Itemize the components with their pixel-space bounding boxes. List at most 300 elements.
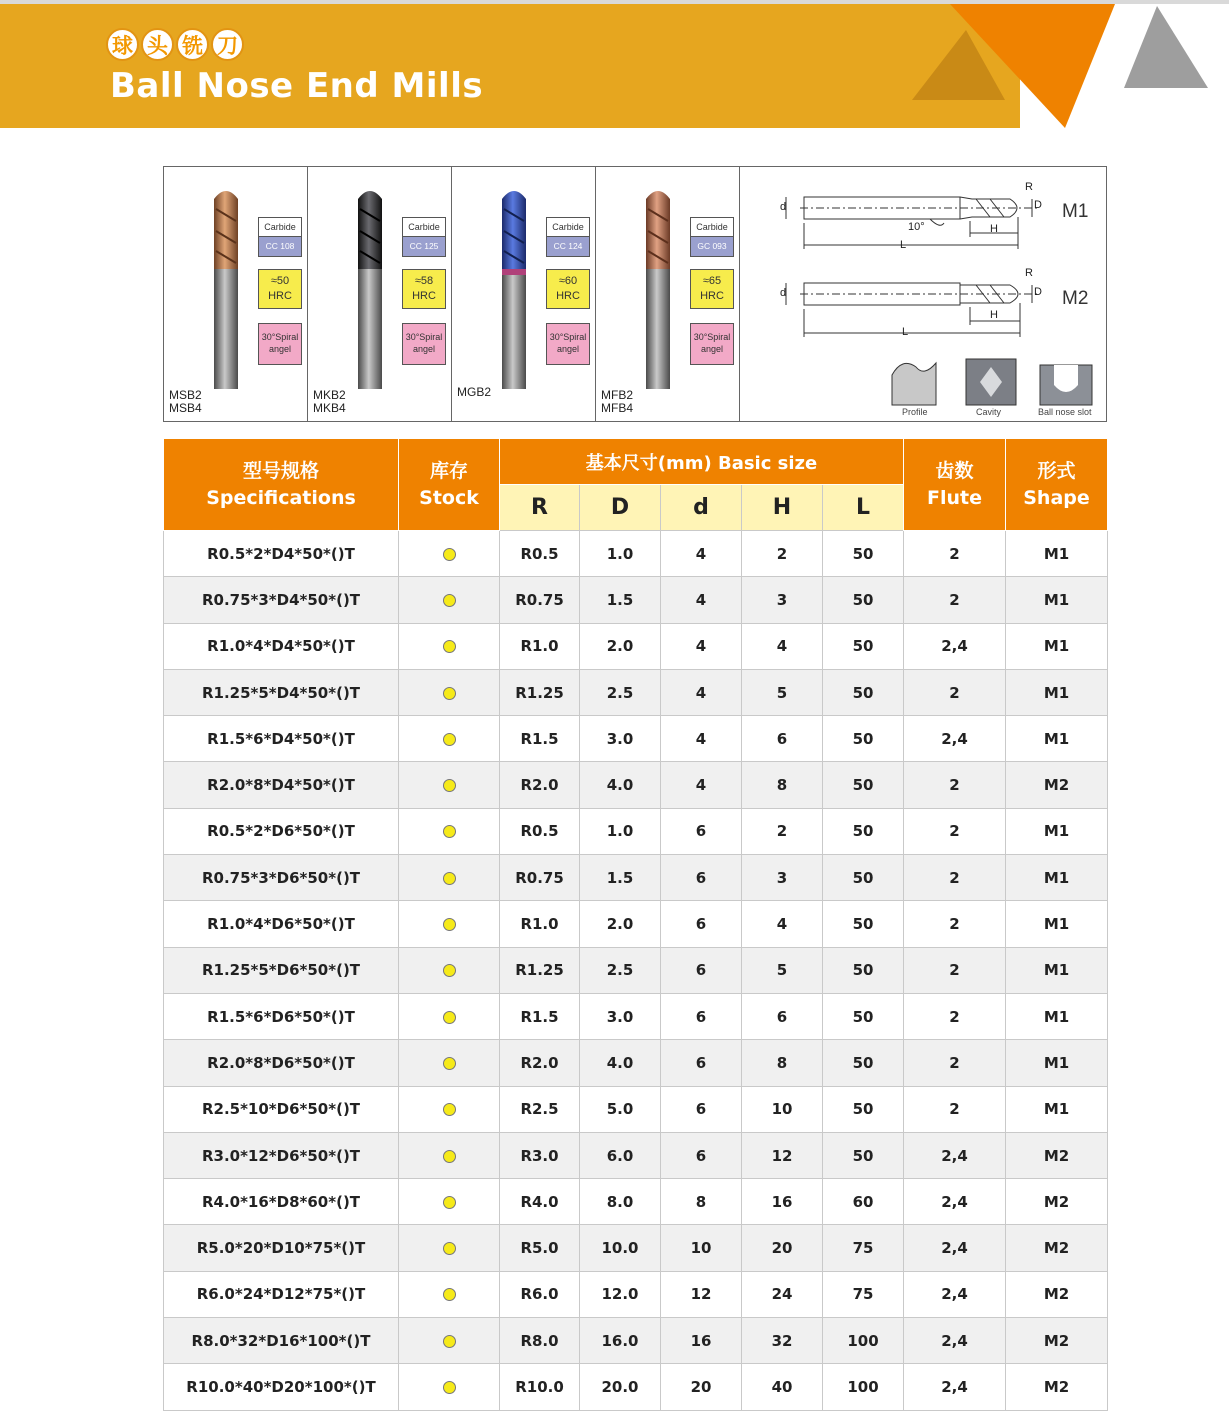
cell-d: 6 <box>661 1132 742 1178</box>
stock-cell <box>399 577 500 623</box>
col-header-r: R <box>500 485 580 531</box>
table-row <box>164 623 1108 669</box>
cell-d: 12 <box>661 1271 742 1317</box>
cell-shape: M2 <box>1006 762 1108 808</box>
cell-l: 50 <box>823 947 904 993</box>
cell-flute: 2 <box>904 762 1006 808</box>
spiral-tag <box>402 323 446 365</box>
stock-cell <box>399 1040 500 1086</box>
hardness-value: ≈58 <box>414 275 434 287</box>
stock-cell <box>399 716 500 762</box>
material-tag <box>258 217 302 257</box>
profile-caption: Profile <box>902 407 928 417</box>
spiral-word: angel <box>700 344 724 354</box>
end-mill-image <box>496 187 532 391</box>
diameter-dim: D <box>1034 286 1042 298</box>
model-code: MGB2 <box>457 385 492 399</box>
cell-d: 2.5 <box>580 947 661 993</box>
cell-flute: 2 <box>904 1086 1006 1132</box>
cell-spec: R6.0*24*D12*75*()T <box>164 1271 399 1317</box>
shank-dim: d <box>780 201 787 213</box>
shank-dim: d <box>780 287 787 299</box>
cell-l: 50 <box>823 623 904 669</box>
cell-shape: M2 <box>1006 1271 1108 1317</box>
product-card-mkb <box>308 167 452 421</box>
cell-l: 50 <box>823 1086 904 1132</box>
cell-l: 50 <box>823 531 904 577</box>
shape-header <box>1006 439 1108 531</box>
table-row <box>164 993 1108 1039</box>
cell-d: 4 <box>661 577 742 623</box>
cell-spec: R0.75*3*D6*50*()T <box>164 855 399 901</box>
cell-r: R2.5 <box>500 1086 580 1132</box>
product-card-mfb <box>596 167 740 421</box>
col-header-D: D <box>580 485 661 531</box>
length-dim: L <box>902 326 909 338</box>
cell-d: 10 <box>661 1225 742 1271</box>
spec-header-cn: 型号规格 <box>242 459 319 482</box>
model-code: MSB4 <box>169 401 202 415</box>
cell-d: 8.0 <box>580 1179 661 1225</box>
title-char: 头 <box>141 28 174 61</box>
cell-spec: R0.5*2*D4*50*()T <box>164 531 399 577</box>
table-row <box>164 947 1108 993</box>
flute-header-cn: 齿数 <box>935 459 974 482</box>
cell-flute: 2 <box>904 808 1006 854</box>
dimension-diagram <box>740 167 1108 421</box>
cell-flute: 2 <box>904 531 1006 577</box>
stock-cell <box>399 1086 500 1132</box>
cell-h: 4 <box>742 623 823 669</box>
stock-cell <box>399 855 500 901</box>
cell-d: 6 <box>661 1086 742 1132</box>
cell-h: 3 <box>742 855 823 901</box>
cell-d: 2.0 <box>580 901 661 947</box>
cell-flute: 2,4 <box>904 1132 1006 1178</box>
cell-h: 24 <box>742 1271 823 1317</box>
table-row <box>164 716 1108 762</box>
table-row <box>164 1318 1108 1364</box>
product-card-mgb <box>452 167 596 421</box>
table-row <box>164 1132 1108 1178</box>
col-header-l: L <box>823 485 904 531</box>
cell-shape: M2 <box>1006 1225 1108 1271</box>
cell-h: 5 <box>742 669 823 715</box>
cell-r: R5.0 <box>500 1225 580 1271</box>
cavity-caption: Cavity <box>976 407 1002 417</box>
end-mill-image <box>208 187 244 391</box>
spec-header <box>164 439 399 531</box>
cell-d: 2.5 <box>580 669 661 715</box>
col-header-d: d <box>661 485 742 531</box>
stock-cell <box>399 901 500 947</box>
cell-h: 20 <box>742 1225 823 1271</box>
cell-l: 50 <box>823 762 904 808</box>
cell-flute: 2 <box>904 993 1006 1039</box>
title-char: 球 <box>106 28 139 61</box>
stock-cell <box>399 1364 500 1410</box>
table-row <box>164 855 1108 901</box>
model-code: MSB2 <box>169 388 202 402</box>
spec-header-en: Specifications <box>206 486 356 509</box>
table-row <box>164 669 1108 715</box>
cell-d: 1.5 <box>580 855 661 901</box>
cell-l: 50 <box>823 577 904 623</box>
cell-spec: R1.0*4*D6*50*()T <box>164 901 399 947</box>
grade-label: CC 125 <box>403 237 445 256</box>
cell-spec: R2.5*10*D6*50*()T <box>164 1086 399 1132</box>
in-stock-indicator <box>443 918 456 931</box>
cell-d: 3.0 <box>580 993 661 1039</box>
cell-d: 4 <box>661 623 742 669</box>
in-stock-indicator <box>443 779 456 792</box>
cell-d: 4.0 <box>580 762 661 808</box>
cell-l: 100 <box>823 1364 904 1410</box>
stock-cell <box>399 1318 500 1364</box>
cell-h: 10 <box>742 1086 823 1132</box>
cell-h: 8 <box>742 1040 823 1086</box>
cell-shape: M1 <box>1006 947 1108 993</box>
cell-spec: R5.0*20*D10*75*()T <box>164 1225 399 1271</box>
cell-l: 75 <box>823 1271 904 1317</box>
material-label: Carbide <box>259 218 301 237</box>
stock-cell <box>399 993 500 1039</box>
in-stock-indicator <box>443 1150 456 1163</box>
chinese-title <box>106 28 244 61</box>
radius-dim: R <box>1025 181 1033 193</box>
cell-d: 4 <box>661 716 742 762</box>
hardness-value: ≈60 <box>558 275 578 287</box>
in-stock-indicator <box>443 1335 456 1348</box>
cell-spec: R0.5*2*D6*50*()T <box>164 808 399 854</box>
cell-d: 6 <box>661 947 742 993</box>
spiral-word: angel <box>412 344 436 354</box>
cell-d: 3.0 <box>580 716 661 762</box>
cell-r: R0.5 <box>500 808 580 854</box>
cell-shape: M1 <box>1006 993 1108 1039</box>
cell-d: 10.0 <box>580 1225 661 1271</box>
cell-d: 2.0 <box>580 623 661 669</box>
cell-r: R1.25 <box>500 669 580 715</box>
cell-flute: 2,4 <box>904 1364 1006 1410</box>
model-label <box>313 389 346 415</box>
model-label <box>601 389 633 415</box>
cell-shape: M2 <box>1006 1318 1108 1364</box>
cell-shape: M1 <box>1006 669 1108 715</box>
in-stock-indicator <box>443 594 456 607</box>
cell-spec: R10.0*40*D20*100*()T <box>164 1364 399 1410</box>
spiral-word: angel <box>556 344 580 354</box>
spiral-word: angel <box>268 344 292 354</box>
cell-flute: 2,4 <box>904 1271 1006 1317</box>
cell-shape: M1 <box>1006 855 1108 901</box>
grade-label: CC 108 <box>259 237 301 256</box>
cell-l: 50 <box>823 901 904 947</box>
cell-spec: R1.25*5*D6*50*()T <box>164 947 399 993</box>
cell-flute: 2,4 <box>904 716 1006 762</box>
basic-size-header: 基本尺寸(mm) Basic size <box>500 439 904 485</box>
stock-cell <box>399 762 500 808</box>
cell-flute: 2,4 <box>904 1179 1006 1225</box>
angle-dim: 10° <box>908 221 925 233</box>
cell-h: 4 <box>742 901 823 947</box>
cell-shape: M2 <box>1006 1179 1108 1225</box>
shape-m2-label: M2 <box>1062 288 1089 309</box>
cell-h: 16 <box>742 1179 823 1225</box>
technical-drawing <box>740 167 1106 421</box>
spiral-angle: 30°Spiral <box>405 332 443 342</box>
material-tag <box>546 217 590 257</box>
cell-spec: R1.25*5*D4*50*()T <box>164 669 399 715</box>
cell-flute: 2 <box>904 947 1006 993</box>
hardness-unit: HRC <box>700 290 724 302</box>
stock-cell <box>399 1271 500 1317</box>
cell-h: 6 <box>742 716 823 762</box>
cell-d: 6 <box>661 993 742 1039</box>
cell-spec: R0.75*3*D4*50*()T <box>164 577 399 623</box>
diameter-dim: D <box>1034 199 1042 211</box>
cell-l: 75 <box>823 1225 904 1271</box>
cell-shape: M1 <box>1006 1040 1108 1086</box>
cell-d: 6 <box>661 1040 742 1086</box>
grade-label: GC 093 <box>691 237 733 256</box>
cell-r: R1.25 <box>500 947 580 993</box>
cell-shape: M1 <box>1006 531 1108 577</box>
cell-flute: 2 <box>904 669 1006 715</box>
table-row <box>164 808 1108 854</box>
cell-spec: R1.5*6*D4*50*()T <box>164 716 399 762</box>
spiral-angle: 30°Spiral <box>693 332 731 342</box>
material-tag <box>690 217 734 257</box>
table-row <box>164 1364 1108 1410</box>
spec-table-body <box>164 531 1108 1411</box>
height-dim: H <box>990 223 998 235</box>
in-stock-indicator <box>443 1011 456 1024</box>
cell-r: R2.0 <box>500 762 580 808</box>
cell-d: 20.0 <box>580 1364 661 1410</box>
spiral-angle: 30°Spiral <box>549 332 587 342</box>
model-code: MFB4 <box>601 401 634 415</box>
table-row <box>164 531 1108 577</box>
flute-header-en: Flute <box>927 486 982 509</box>
spiral-tag <box>258 323 302 365</box>
length-dim: L <box>900 239 907 251</box>
model-label <box>457 386 491 399</box>
table-row <box>164 1040 1108 1086</box>
cell-d: 5.0 <box>580 1086 661 1132</box>
cell-r: R0.5 <box>500 531 580 577</box>
cell-r: R0.75 <box>500 855 580 901</box>
cell-shape: M1 <box>1006 577 1108 623</box>
model-code: MKB4 <box>313 401 346 415</box>
stock-cell <box>399 669 500 715</box>
title-char: 铣 <box>176 28 209 61</box>
cell-l: 50 <box>823 1040 904 1086</box>
cell-h: 8 <box>742 762 823 808</box>
cell-spec: R2.0*8*D4*50*()T <box>164 762 399 808</box>
cell-flute: 2 <box>904 1040 1006 1086</box>
cell-d: 1.0 <box>580 808 661 854</box>
cell-r: R1.5 <box>500 716 580 762</box>
cell-l: 60 <box>823 1179 904 1225</box>
cell-shape: M2 <box>1006 1364 1108 1410</box>
cell-h: 6 <box>742 993 823 1039</box>
stock-header-cn: 库存 <box>429 459 468 482</box>
cell-d: 4.0 <box>580 1040 661 1086</box>
cell-flute: 2 <box>904 577 1006 623</box>
model-code: MKB2 <box>313 388 346 402</box>
cell-r: R6.0 <box>500 1271 580 1317</box>
cell-l: 50 <box>823 993 904 1039</box>
cell-r: R1.0 <box>500 623 580 669</box>
cell-r: R1.5 <box>500 993 580 1039</box>
in-stock-indicator <box>443 640 456 653</box>
in-stock-indicator <box>443 548 456 561</box>
grade-label: CC 124 <box>547 237 589 256</box>
cell-d: 4 <box>661 531 742 577</box>
material-label: Carbide <box>547 218 589 237</box>
hardness-tag <box>690 269 734 309</box>
stock-header-en: Stock <box>419 486 479 509</box>
title-char: 刀 <box>211 28 244 61</box>
in-stock-indicator <box>443 1288 456 1301</box>
cell-shape: M2 <box>1006 1132 1108 1178</box>
in-stock-indicator <box>443 825 456 838</box>
cell-l: 50 <box>823 716 904 762</box>
in-stock-indicator <box>443 733 456 746</box>
table-row <box>164 762 1108 808</box>
material-label: Carbide <box>691 218 733 237</box>
cell-h: 5 <box>742 947 823 993</box>
cell-r: R10.0 <box>500 1364 580 1410</box>
material-tag <box>402 217 446 257</box>
cell-l: 50 <box>823 855 904 901</box>
cell-flute: 2 <box>904 901 1006 947</box>
cell-d: 6 <box>661 901 742 947</box>
cell-h: 3 <box>742 577 823 623</box>
cell-d: 6.0 <box>580 1132 661 1178</box>
cell-d: 4 <box>661 762 742 808</box>
cell-h: 12 <box>742 1132 823 1178</box>
cell-d: 1.0 <box>580 531 661 577</box>
page-title: Ball Nose End Mills <box>110 66 484 106</box>
in-stock-indicator <box>443 1196 456 1209</box>
material-label: Carbide <box>403 218 445 237</box>
height-dim: H <box>990 309 998 321</box>
cell-spec: R1.5*6*D6*50*()T <box>164 993 399 1039</box>
cell-spec: R4.0*16*D8*60*()T <box>164 1179 399 1225</box>
flute-header <box>904 439 1006 531</box>
stock-cell <box>399 1179 500 1225</box>
in-stock-indicator <box>443 1242 456 1255</box>
cell-flute: 2,4 <box>904 623 1006 669</box>
cell-d: 12.0 <box>580 1271 661 1317</box>
hardness-tag <box>546 269 590 309</box>
table-row <box>164 1086 1108 1132</box>
table-row <box>164 901 1108 947</box>
end-mill-image <box>640 187 676 391</box>
gray-triangle <box>1124 6 1208 88</box>
cell-r: R1.0 <box>500 901 580 947</box>
cell-flute: 2 <box>904 855 1006 901</box>
hardness-value: ≈50 <box>270 275 290 287</box>
product-panel <box>163 166 1107 422</box>
title-banner <box>0 4 1229 130</box>
cell-spec: R8.0*32*D16*100*()T <box>164 1318 399 1364</box>
stock-cell <box>399 623 500 669</box>
cell-d: 6 <box>661 855 742 901</box>
in-stock-indicator <box>443 964 456 977</box>
table-row <box>164 1225 1108 1271</box>
in-stock-indicator <box>443 872 456 885</box>
cell-r: R4.0 <box>500 1179 580 1225</box>
end-mill-image <box>352 187 388 391</box>
cell-d: 4 <box>661 669 742 715</box>
cell-d: 16 <box>661 1318 742 1364</box>
model-code: MFB2 <box>601 388 634 402</box>
cell-l: 50 <box>823 808 904 854</box>
slot-caption: Ball nose slot <box>1038 407 1092 417</box>
in-stock-indicator <box>443 1057 456 1070</box>
cell-flute: 2,4 <box>904 1318 1006 1364</box>
cell-spec: R3.0*12*D6*50*()T <box>164 1132 399 1178</box>
cell-r: R3.0 <box>500 1132 580 1178</box>
cell-shape: M1 <box>1006 1086 1108 1132</box>
spec-table <box>163 438 1108 1411</box>
cell-spec: R2.0*8*D6*50*()T <box>164 1040 399 1086</box>
cell-r: R8.0 <box>500 1318 580 1364</box>
in-stock-indicator <box>443 1381 456 1394</box>
product-card-msb <box>164 167 308 421</box>
hardness-tag <box>402 269 446 309</box>
hardness-value: ≈65 <box>702 275 722 287</box>
cell-h: 2 <box>742 531 823 577</box>
radius-dim: R <box>1025 267 1033 279</box>
stock-cell <box>399 1225 500 1271</box>
cell-d: 20 <box>661 1364 742 1410</box>
cell-d: 16.0 <box>580 1318 661 1364</box>
table-row <box>164 1179 1108 1225</box>
cell-l: 50 <box>823 1132 904 1178</box>
cell-h: 2 <box>742 808 823 854</box>
cell-l: 100 <box>823 1318 904 1364</box>
cell-r: R2.0 <box>500 1040 580 1086</box>
cell-flute: 2,4 <box>904 1225 1006 1271</box>
in-stock-indicator <box>443 687 456 700</box>
hardness-tag <box>258 269 302 309</box>
shape-m1-label: M1 <box>1062 201 1089 222</box>
spiral-angle: 30°Spiral <box>261 332 299 342</box>
cell-d: 1.5 <box>580 577 661 623</box>
stock-cell <box>399 947 500 993</box>
cell-h: 40 <box>742 1364 823 1410</box>
hardness-unit: HRC <box>556 290 580 302</box>
cell-h: 32 <box>742 1318 823 1364</box>
cell-d: 6 <box>661 808 742 854</box>
stock-cell <box>399 531 500 577</box>
cell-r: R0.75 <box>500 577 580 623</box>
model-label <box>169 389 202 415</box>
shape-header-en: Shape <box>1023 486 1090 509</box>
col-header-h: H <box>742 485 823 531</box>
cell-shape: M1 <box>1006 808 1108 854</box>
in-stock-indicator <box>443 1103 456 1116</box>
hardness-unit: HRC <box>268 290 292 302</box>
cell-d: 8 <box>661 1179 742 1225</box>
stock-header <box>399 439 500 531</box>
shape-header-cn: 形式 <box>1037 459 1076 482</box>
spiral-tag <box>546 323 590 365</box>
